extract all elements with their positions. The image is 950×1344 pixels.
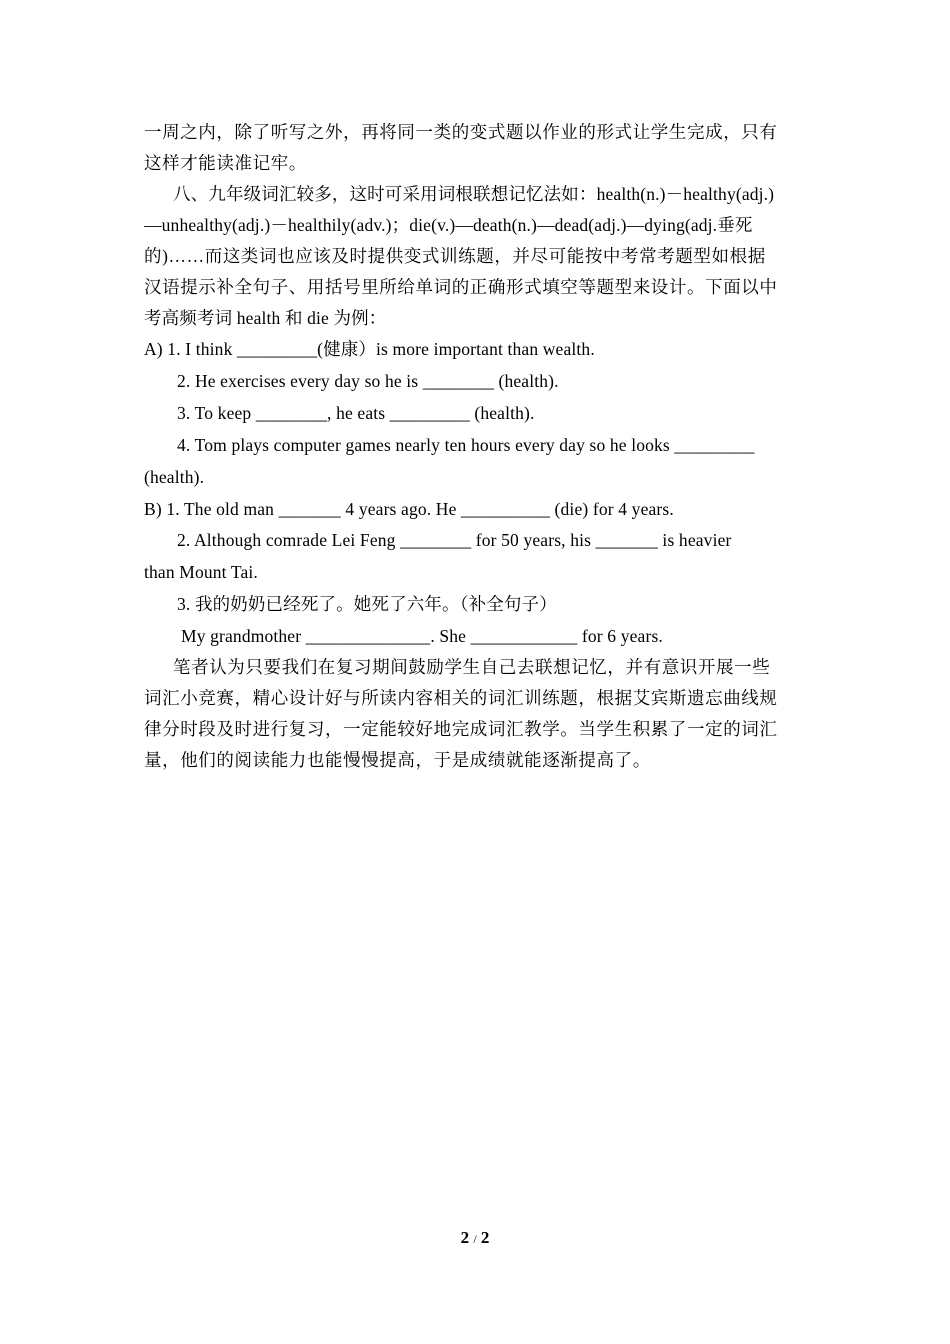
- paragraph-line: 八、九年级词汇较多，这时可采用词根联想记忆法如：health(n.)－healthy(adj.): [173, 184, 775, 204]
- paragraph-line: 汉语提示补全句子、用括号里所给单词的正确形式填空等题型来设计。下面以中: [144, 277, 778, 297]
- exercise-a-item-2: 2. He exercises every day so he is ________ (health).: [177, 371, 559, 391]
- paragraph-line: 笔者认为只要我们在复习期间鼓励学生自己去联想记忆，并有意识开展一些: [173, 657, 771, 677]
- exercise-b-item-1: B) 1. The old man _______ 4 years ago. He __________ (die) for 4 years.: [144, 499, 674, 519]
- exercise-b-item-3-answer-line: My grandmother ______________. She ____________ for 6 years.: [181, 626, 663, 646]
- current-page-number: 2: [460, 1228, 470, 1247]
- exercise-a-item-4: 4. Tom plays computer games nearly ten hours every day so he looks _________: [177, 435, 755, 455]
- exercise-a-item-4-continued: (health).: [144, 467, 205, 487]
- paragraph-line: 考高频考词 health 和 die 为例：: [144, 308, 387, 328]
- paragraph-line: 一周之内，除了听写之外，再将同一类的变式题以作业的形式让学生完成，只有: [144, 122, 778, 142]
- exercise-a-item-3: 3. To keep ________, he eats _________ (health).: [177, 403, 535, 423]
- page-number-footer: [0, 1226, 950, 1251]
- exercise-b-item-2: 2. Although comrade Lei Feng ________ for 50 years, his _______ is heavier: [177, 530, 732, 550]
- paragraph-line: 的)……而这类词也应该及时提供变式训练题，并尽可能按中考常考题型如根据: [144, 246, 766, 266]
- page-separator: /: [473, 1232, 477, 1246]
- exercise-b-item-3: 3. 我的奶奶已经死了。她死了六年。（补全句子）: [177, 594, 557, 614]
- paragraph-line: 律分时段及时进行复习，一定能较好地完成词汇教学。当学生积累了一定的词汇: [144, 719, 778, 739]
- exercise-a-item-1: A) 1. I think _________(健康）is more important than wealth.: [144, 339, 595, 359]
- exercise-b-item-2-continued: than Mount Tai.: [144, 562, 258, 582]
- paragraph-line: 量，他们的阅读能力也能慢慢提高，于是成绩就能逐渐提高了。: [144, 750, 651, 770]
- paragraph-line: 词汇小竞赛，精心设计好与所读内容相关的词汇训练题，根据艾宾斯遗忘曲线规: [144, 688, 778, 708]
- total-pages-number: 2: [480, 1228, 490, 1247]
- paragraph-line: 这样才能读准记牢。: [144, 153, 307, 173]
- paragraph-line: —unhealthy(adj.)－healthily(adv.)；die(v.)—death(n.)—dead(adj.)—dying(adj.垂死: [144, 215, 753, 235]
